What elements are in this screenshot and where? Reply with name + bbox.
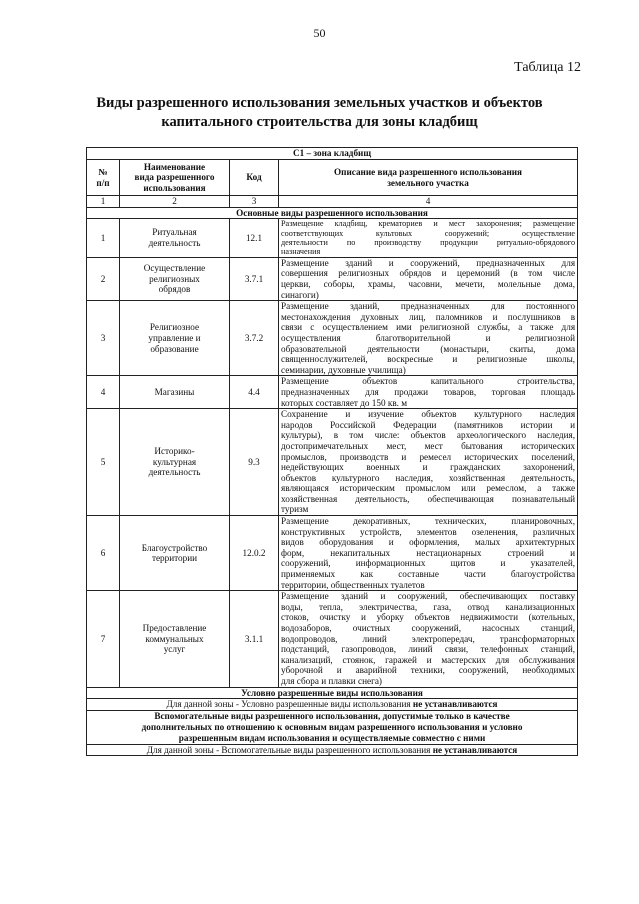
col-number: 4 <box>279 196 578 208</box>
usage-name-line: Предоставление <box>142 623 207 633</box>
col-header-num <box>87 160 120 196</box>
col-header-line: п/п <box>96 177 110 188</box>
col-header-line: Описание вида разрешенного использования <box>334 166 523 177</box>
conditional-note <box>87 699 578 711</box>
usage-code: 9.3 <box>230 409 279 516</box>
section-auxiliary-row <box>87 710 578 744</box>
description-line: Размещение объектов капитального строительства, <box>281 376 576 387</box>
description-line: конструктивных устройств, элементов озеленения, различных <box>281 526 576 537</box>
description-line: предназначенных для продажи товаров, торговая площадь <box>281 386 576 397</box>
description-line: осуществления благотворительной и религиозной <box>281 332 576 343</box>
description-line: достопримечательных мест, мест бытования исторических <box>281 440 576 451</box>
usage-description <box>279 376 578 409</box>
description-line: территории, общественных туалетов <box>281 579 425 590</box>
description-line: стоков, очистку и уборку объектов недвижимости (котельных, <box>281 612 576 623</box>
description-line: синагоги) <box>281 289 319 300</box>
zone-usage-table <box>86 147 578 756</box>
row-number: 7 <box>87 591 120 687</box>
usage-description <box>279 591 578 687</box>
usage-name-line: культурная <box>152 456 197 467</box>
col-number: 1 <box>87 196 120 208</box>
description-line: являющаяся историческим промыслом или ремеслом, а также <box>281 483 576 494</box>
usage-name <box>120 516 230 591</box>
usage-description <box>279 219 578 258</box>
col-number: 3 <box>230 196 279 208</box>
table-row <box>87 516 578 591</box>
description-line: совершения религиозных обрядов и церемоний (в том числе <box>281 268 576 279</box>
usage-description <box>279 516 578 591</box>
row-number: 2 <box>87 257 120 300</box>
col-header-name <box>120 160 230 196</box>
section-auxiliary-heading <box>87 710 578 744</box>
usage-name-line: Ритуальная <box>152 227 197 238</box>
usage-name-line: Осуществление <box>143 263 206 274</box>
usage-name <box>120 591 230 687</box>
section-conditional-row <box>87 687 578 699</box>
description-line: применяемых как составные части благоустройства <box>281 569 576 580</box>
table-row <box>87 409 578 516</box>
col-header-line: использования <box>143 182 206 193</box>
usage-name <box>120 257 230 300</box>
description-line: Размещение декоративных, технических, планировочных, <box>281 516 576 527</box>
col-header-line: земельного участка <box>387 177 469 188</box>
table-row <box>87 376 578 409</box>
usage-name-line: деятельность <box>148 467 201 478</box>
document-title <box>60 94 579 132</box>
description-line: канализаций, стоянок, гаражей и мастерских для обслуживания <box>281 654 576 665</box>
auxiliary-note-bold: не устанавливаются <box>432 744 518 755</box>
col-header-code: Код <box>230 160 279 196</box>
description-line: форм, некапитальных нестационарных строений и <box>281 547 576 558</box>
description-line: культуры), в том числе: объектов археологического наследия, <box>281 430 576 441</box>
description-line: туризм <box>281 504 309 515</box>
description-line: сооружений, информационных щитов и указателей, <box>281 558 576 569</box>
section-main-heading: Основные виды разрешенного использования <box>87 207 578 219</box>
section-conditional-heading: Условно разрешенные виды использования <box>87 687 578 699</box>
auxiliary-note-text: Для данной зоны - Вспомогательные виды разрешенного использования <box>146 744 433 755</box>
description-line: Размещение зданий и сооружений, предназначенных для <box>281 257 576 268</box>
table-label: Таблица 12 <box>514 60 581 75</box>
auxiliary-note <box>87 744 578 756</box>
usage-code: 3.1.1 <box>230 591 279 687</box>
description-line: Размещение зданий, предназначенных для постоянного <box>281 301 576 312</box>
row-number: 5 <box>87 409 120 516</box>
section-main-row <box>87 207 578 219</box>
description-line: церкви, соборы, храмы, часовни, мечети, молельные дома, <box>281 279 576 289</box>
usage-name-line: территории <box>151 553 198 564</box>
description-line: семинарии, духовные училища) <box>281 364 406 375</box>
row-number: 4 <box>87 376 120 409</box>
description-line: воды, тепла, электричества, газа, отвод канализационных <box>281 601 576 612</box>
description-line: деятельности по производству продукции ритуально-обрядового <box>281 238 576 247</box>
description-line: водопроводов, линий электропередач, трансформаторных <box>281 633 576 644</box>
usage-name-line: религиозных <box>149 273 200 284</box>
column-numbers-row <box>87 196 578 208</box>
description-line: связи с осуществлением ими религиозной службы, а также для <box>281 322 576 333</box>
usage-name-line: услуг <box>163 644 186 655</box>
usage-name-line: Историко- <box>154 446 195 457</box>
description-line: видов оборудования и оформления, малых архитектурных <box>281 537 576 548</box>
usage-description <box>279 301 578 376</box>
conditional-note-row <box>87 699 578 711</box>
section-auxiliary-line: дополнительных по отношению к основным видам разрешенного использования и условно <box>141 721 523 732</box>
zone-header: С1 – зона кладбищ <box>87 148 578 160</box>
usage-code: 12.1 <box>230 219 279 258</box>
usage-name <box>120 219 230 258</box>
usage-name-line: Магазины <box>154 386 195 397</box>
usage-code: 4.4 <box>230 376 279 409</box>
section-auxiliary-line: Вспомогательные виды разрешенного использования, допустимые только в качестве <box>154 711 510 722</box>
usage-name-line: обрядов <box>158 284 191 295</box>
description-line: местонахождения духовных лиц, паломников и послушников в <box>281 311 576 322</box>
conditional-note-bold: не устанавливаются <box>412 699 498 710</box>
zone-header-row <box>87 148 578 160</box>
auxiliary-note-row <box>87 744 578 756</box>
description-line: народов Российской Федерации (памятников истории и <box>281 419 576 430</box>
table-row <box>87 301 578 376</box>
title-line: Виды разрешенного использования земельных участков и объектов <box>96 95 543 111</box>
row-number: 3 <box>87 301 120 376</box>
description-line: назначения <box>281 247 321 257</box>
table-row <box>87 591 578 687</box>
usage-description <box>279 257 578 300</box>
usage-name-line: управление и <box>148 332 201 343</box>
usage-code: 12.0.2 <box>230 516 279 591</box>
col-header-desc <box>279 160 578 196</box>
description-line: для сбора и плавки снега) <box>281 675 382 686</box>
col-number: 2 <box>120 196 230 208</box>
description-line: промыслов, производств и ремесел исторических поселений, <box>281 451 576 462</box>
usage-name-line: коммунальных <box>145 633 204 644</box>
title-line: капитального строительства для зоны кладбищ <box>161 114 478 130</box>
usage-name <box>120 301 230 376</box>
description-line: водозаборов, очистных сооружений, насосных станций, <box>281 623 576 633</box>
description-line: недействующих военных и гражданских захоронений, <box>281 462 576 473</box>
usage-name-line: деятельность <box>148 238 201 248</box>
row-number: 1 <box>87 219 120 258</box>
description-line: подстанций, газопроводов, линий связи, телефонных станций, <box>281 644 576 655</box>
description-line: хозяйственная деятельность, обеспечивающая познавательный <box>281 493 576 504</box>
col-header-line: вида разрешенного <box>134 172 215 183</box>
usage-description <box>279 409 578 516</box>
col-header-line: Наименование <box>143 161 206 172</box>
description-line: которых составляет до 150 кв. м <box>281 397 408 408</box>
usage-name-line: Религиозное <box>149 322 200 333</box>
row-number: 6 <box>87 516 120 591</box>
usage-name <box>120 376 230 409</box>
description-line: соответствующих культовых сооружений; осуществление <box>281 228 576 238</box>
description-line: священнослужителей, воскресные и религиозные школы, <box>281 354 576 365</box>
description-line: Сохранение и изучение объектов культурного наследия <box>281 409 576 420</box>
description-line: уборочной и аварийной техники, сооружений, необходимых <box>281 665 576 676</box>
usage-code: 3.7.2 <box>230 301 279 376</box>
usage-name-line: Благоустройство <box>141 542 208 553</box>
usage-code: 3.7.1 <box>230 257 279 300</box>
section-auxiliary-line: разрешенным видам использования и осуществляемые совместно с ними <box>178 732 486 743</box>
description-line: Размещение кладбищ, крематориев и мест захоронения; размещение <box>281 219 576 229</box>
table-row <box>87 257 578 300</box>
usage-name-line: образование <box>150 343 199 354</box>
page-number: 50 <box>313 26 326 40</box>
usage-name <box>120 409 230 516</box>
description-line: объектов культурного наследия, хозяйственная деятельность, <box>281 472 576 483</box>
description-line: Размещение зданий и сооружений, обеспечивающих поставку <box>281 591 576 602</box>
conditional-note-text: Для данной зоны - Условно разрешенные виды использования <box>166 699 413 710</box>
col-header-line: № <box>98 166 108 177</box>
table-row <box>87 219 578 258</box>
description-line: образовательной деятельности (монастыри, скиты, дома <box>281 343 576 354</box>
column-header-row <box>87 160 578 196</box>
